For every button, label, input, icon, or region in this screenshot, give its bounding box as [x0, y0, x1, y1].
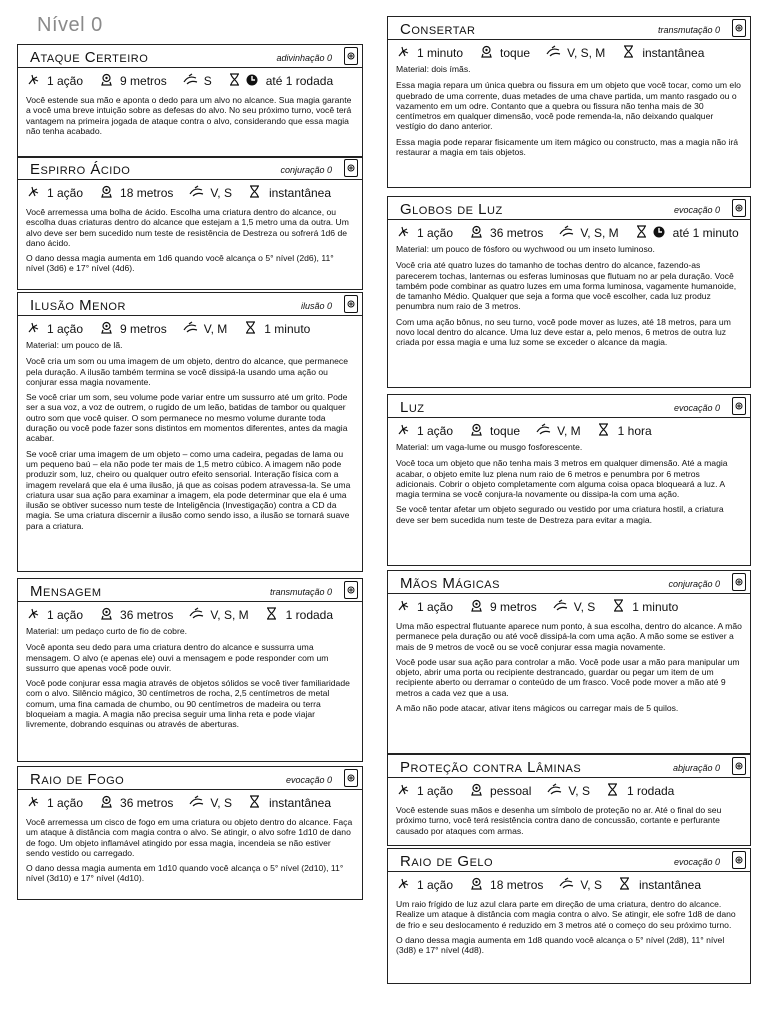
spell-card [17, 766, 363, 900]
spell-description [26, 207, 354, 274]
spell-description [396, 621, 742, 713]
components-hand-icon [559, 877, 573, 893]
stat-value: 1 minuto [632, 600, 679, 614]
spell-school: evocação 0 [673, 205, 720, 215]
spell-material: Material: um pedaço curto de fio de cobre. [26, 626, 187, 636]
concentration-icon [245, 74, 259, 89]
hourglass-icon [228, 73, 242, 89]
stat-components [183, 321, 228, 337]
spell-description [26, 356, 354, 531]
spell-card [17, 292, 363, 572]
description-paragraph: Uma mão espectral flutuante aparece num ponto, à sua escolha, dentro do alcance. A mão permanece pela duração ou até você dissipá-la com uma ação. A mão some se estiver a mais de 9 metros de você ou se você conjurar essa magia novamente. [396, 621, 742, 652]
stat-range [469, 225, 543, 241]
description-paragraph: O dano dessa magia aumenta em 1d8 quando você alcança o 5° nível (2d8), 11° nível (3d8) e 17° nível (4d8). [396, 934, 725, 956]
description-paragraph: Você toca um objeto que não tenha mais 3 metros em qualquer dimensão. Até a magia acabar, o objeto emite luz plena num raio de 6 metros e penumbra por 6 metros adicionais. Cobrir o objeto completamente com alguma coisa opaca bloqueará a luz. A magia termina se você conjura-la novamente ou dissipa-la com uma ação. [396, 458, 728, 500]
spell-name: Consertar [400, 21, 476, 38]
description-paragraph: Se você criar uma imagem de um objeto – como uma cadeira, pegadas de lama ou um pequeno baú – ela não pode ter mais de 1,5 metro cúbico. A imagem não pode produzir som, luz, cheiro ou qualquer outro efeito sensorial. Interação física com a imagem revelará que ela é uma ilusão, já que as coisas podem atravessa-la. Se uma criatura usar sua ação para examinar a imagem, ela pode determinar que ela é uma ilusão se obtiver sucesso num teste de Inteligência (Investigação) contra a CD da magia. Se uma criatura discernir a ilusão como sendo isso, a ilusão se tornará suave para a criatura. [26, 448, 351, 531]
hourglass-icon [243, 321, 257, 337]
spell-material: Material: dois ímãs. [396, 64, 471, 74]
stat-casting [26, 795, 83, 811]
description-paragraph: Você cria um som ou uma imagem de um objeto, dentro do alcance, que permanece pela duração. A ilusão também termina se você dissipá-la usando uma ação ou conjurar essa magia novamente. [26, 356, 348, 387]
spellbook-icon [732, 573, 746, 591]
stat-value: 36 metros [120, 608, 174, 622]
spell-school: transmutação 0 [657, 25, 720, 35]
stat-value: V, S, M [580, 226, 619, 240]
stat-value: 9 metros [490, 600, 537, 614]
stat-value: 1 ação [47, 322, 84, 336]
stat-duration [621, 45, 704, 61]
hourglass-icon [635, 225, 649, 241]
spell-card [387, 848, 751, 984]
stat-value: 1 ação [47, 74, 84, 88]
spellbook-icon [344, 581, 358, 599]
description-paragraph: O dano dessa magia aumenta em 1d6 quando você alcança o 5° nível (2d6), 11° nível (3d6) e 17° nível (4d6). [26, 253, 334, 274]
spell-name: Mensagem [30, 583, 102, 600]
stat-value: S [203, 74, 212, 88]
description-paragraph: Você arremessa uma bolha de ácido. Escolha uma criatura dentro do alcance, ou escolha duas criaturas dentro do alcance que estejam a 1,5 metro uma da outra. Um alvo deve ser bem sucedido num teste de resistência de Destreza ou sofrerá 1d6 de dano ácido. [26, 207, 349, 248]
stat-duration [248, 795, 331, 811]
spell-description [396, 260, 742, 347]
spell-header [18, 45, 362, 68]
stat-casting [396, 599, 453, 615]
spell-description [26, 642, 354, 729]
hand-icon [396, 599, 410, 615]
stat-value: 9 metros [120, 74, 167, 88]
stat-value: até 1 rodada [265, 74, 334, 88]
description-paragraph: Você pode conjurar essa magia através de objetos sólidos se você tiver familiaridade com o alvo. Silêncio mágico, 30 centímetros de rocha, 2,5 centímetros de metal comum, uma fina camada de chumbo, ou 90 centímetros de madeira ou terra bloqueiam a magia. A magia não precisa seguir uma linha reta e pode viajar livremente, dobrando esquinas ou através de aberturas. [26, 678, 350, 730]
components-hand-icon [189, 185, 203, 201]
stat-duration [618, 877, 701, 893]
stat-value: V, S [210, 796, 232, 810]
stat-components [536, 423, 581, 439]
description-paragraph: Um raio frígido de luz azul clara parte em direção de uma criatura, dentro do alcance. Realize um ataque à distância com magia contra o alvo. Se atingir, ele sofre 1d8 de dano de frio e seu deslocamento é reduzido em 3 metros até o começo do seu próximo turno. [396, 899, 736, 930]
stat-value: 1 rodada [285, 608, 334, 622]
page-title: Nível 0 [37, 14, 103, 36]
stat-casting [26, 73, 83, 89]
concentration-icon [652, 226, 666, 241]
description-paragraph: Você estende sua mão e aponta o dedo para um alvo no alcance. Sua magia garante a você uma breve intuição sobre as defesas do alvo. No seu próximo turno, você terá vantagem na primeira jogada de ataque contra o alvo, considerando que essa magia não tenha acabado. [26, 95, 352, 136]
stat-casting [396, 225, 453, 241]
stat-duration [597, 423, 652, 439]
hand-icon [396, 423, 410, 439]
spell-description [26, 817, 354, 884]
components-hand-icon [559, 225, 573, 241]
spellbook-icon [732, 757, 746, 775]
stat-casting [396, 877, 453, 893]
stat-range [469, 599, 537, 615]
spell-material: Material: um pouco de fósforo ou wychwood ou um inseto luminoso. [396, 244, 655, 254]
target-pin-icon [99, 795, 113, 811]
hand-icon [396, 225, 410, 241]
spell-school: transmutação 0 [269, 587, 332, 597]
description-paragraph: Se você tentar afetar um objeto segurado ou vestido por uma criatura hostil, a criatura deve ser bem sucedida num teste de Destreza para evitar a magia. [396, 504, 724, 525]
description-paragraph: Você estende suas mãos e desenha um símbolo de proteção no ar. Até o final do seu próximo turno, você terá resistência contra dano de concussão, cortante e perfurante causado por ataques com armas. [396, 805, 722, 836]
spell-card [387, 394, 751, 566]
spell-school: adivinhação 0 [276, 53, 332, 63]
stat-components [189, 795, 232, 811]
stat-range [99, 73, 167, 89]
stat-components [183, 73, 212, 89]
hand-icon [396, 877, 410, 893]
hourglass-icon [248, 185, 262, 201]
hourglass-icon [248, 795, 262, 811]
spell-name: Globos de Luz [400, 201, 503, 218]
hand-icon [396, 783, 410, 799]
spell-header [388, 571, 750, 594]
spell-school: conjuração 0 [280, 165, 332, 175]
stat-value: instantânea [268, 796, 332, 810]
spell-card [387, 570, 751, 754]
stat-value: 1 ação [417, 878, 454, 892]
description-paragraph: O dano dessa magia aumenta em 1d10 quando você alcança o 5° nível (2d10), 11° nível (3d10) e 17° nível (4d10). [26, 863, 344, 884]
description-paragraph: Essa magia repara um única quebra ou fissura em um objeto que você tocar, como um elo quebrado de uma corrente, duas metades de uma chave partida, um manto rasgado ou o vazamento em um odre. Contanto que a quebra ou fissura não tenha mais de 30 centímetros em qualquer dimensão, você pode remenda-la, não deixando qualquer vestígio do dano anterior. [396, 80, 741, 132]
target-pin-icon [99, 321, 113, 337]
spellbook-icon [344, 769, 358, 787]
stat-range [99, 795, 173, 811]
description-paragraph: Se você criar um som, seu volume pode variar entre um sussurro até um grito. Pode ser a sua voz, a voz de outrem, o rugido de um leão, batidas de tambor ou qualquer outro som que você quiser. O som permanece no mesmo volume durante toda duração ou você pode fazer sons distintos em momentos diferentes, antes da magia acabar. [26, 392, 348, 444]
components-hand-icon [189, 795, 203, 811]
stat-value: 18 metros [490, 878, 544, 892]
stat-components [189, 607, 248, 623]
spell-description [396, 80, 742, 157]
target-pin-icon [99, 73, 113, 89]
components-hand-icon [536, 423, 550, 439]
spell-school: abjuração 0 [672, 763, 720, 773]
stat-range [99, 321, 167, 337]
spell-school: evocação 0 [673, 857, 720, 867]
stat-range [469, 783, 531, 799]
stat-value: 1 minuto [417, 46, 464, 60]
spellbook-icon [732, 397, 746, 415]
spellbook-icon [732, 19, 746, 37]
spell-material: Material: um vaga-lume ou musgo fosforescente. [396, 442, 583, 452]
stat-value: 1 hora [617, 424, 652, 438]
target-pin-icon [469, 599, 483, 615]
spell-stats [396, 874, 742, 896]
hand-icon [26, 73, 40, 89]
stat-value: pessoal [490, 784, 532, 798]
stat-components [559, 877, 602, 893]
spell-school: ilusão 0 [300, 301, 332, 311]
stat-casting [26, 607, 83, 623]
stat-casting [26, 185, 83, 201]
spell-description [26, 95, 354, 136]
stat-value: 36 metros [490, 226, 544, 240]
spell-header [388, 17, 750, 40]
target-pin-icon [99, 607, 113, 623]
stat-value: 1 ação [417, 600, 454, 614]
description-paragraph: Você pode usar sua ação para controlar a mão. Você pode usar a mão para manipular um objeto, abrir uma porta ou recipiente destrancado, guardar ou pegar um item de um recipiente aberto ou derramar o conteúdo de um frasco. Você pode mover a mão até 9 metros a cada vez que a usa. [396, 656, 740, 698]
spell-stats [396, 42, 742, 64]
stat-value: V, S, M [567, 46, 606, 60]
spell-header [388, 849, 750, 872]
spell-material: Material: um pouco de lã. [26, 340, 123, 350]
components-hand-icon [546, 45, 560, 61]
spell-description [396, 899, 742, 955]
stat-range [99, 607, 173, 623]
target-pin-icon [469, 423, 483, 439]
hourglass-icon [621, 45, 635, 61]
spell-stats [26, 182, 354, 204]
spell-school: conjuração 0 [668, 579, 720, 589]
spell-header [18, 293, 362, 316]
spell-card [387, 754, 751, 846]
spellbook-icon [732, 199, 746, 217]
stat-value: V, S [210, 186, 232, 200]
spell-card [17, 44, 363, 158]
spell-name: Espirro Ácido [30, 161, 131, 178]
stat-value: 1 ação [47, 608, 84, 622]
spell-stats [396, 596, 742, 618]
hand-icon [26, 185, 40, 201]
stat-range [99, 185, 173, 201]
stat-value: toque [490, 424, 521, 438]
description-paragraph: Você aponta seu dedo para uma criatura dentro do alcance e sussurra uma mensagem. O alvo (e apenas ele) ouvi a mensagem e pode responder com um sussurro que apenas você pode ouvir. [26, 642, 329, 673]
stat-range [479, 45, 530, 61]
spell-school: evocação 0 [285, 775, 332, 785]
spell-card [387, 196, 751, 388]
spellbook-icon [344, 47, 358, 65]
stat-value: V, M [203, 322, 228, 336]
stat-casting [26, 321, 83, 337]
components-hand-icon [553, 599, 567, 615]
description-paragraph: Com uma ação bônus, no seu turno, você pode mover as luzes, até 18 metros, para um novo local dentro do alcance. Uma luz deve estar a, pelo menos, 6 metros de outra luz criada por essa magia e uma luz some se exceder o alcance da magia. [396, 316, 731, 348]
spell-school: evocação 0 [673, 403, 720, 413]
stat-value: 1 rodada [626, 784, 675, 798]
spell-header [388, 755, 750, 778]
stat-value: 1 ação [417, 424, 454, 438]
spell-name: Ataque Certeiro [30, 49, 149, 66]
stat-value: V, S, M [210, 608, 249, 622]
spell-stats [396, 420, 742, 442]
spell-name: Luz [400, 399, 425, 416]
target-pin-icon [99, 185, 113, 201]
spell-description [396, 805, 742, 836]
stat-value: instantânea [642, 46, 705, 60]
hourglass-icon [611, 599, 625, 615]
stat-range [469, 423, 520, 439]
stat-value: 1 minuto [264, 322, 311, 336]
hand-icon [26, 321, 40, 337]
stat-components [553, 599, 596, 615]
spell-name: Proteção contra Lâminas [400, 759, 582, 776]
stat-range [469, 877, 543, 893]
spell-card [17, 578, 363, 762]
components-hand-icon [183, 73, 197, 89]
spell-name: Mãos Mágicas [400, 575, 500, 592]
stat-casting [396, 783, 453, 799]
spell-stats [396, 222, 742, 244]
stat-duration [635, 225, 739, 241]
spell-header [388, 395, 750, 418]
target-pin-icon [469, 877, 483, 893]
spell-card [387, 16, 751, 188]
stat-duration [243, 321, 310, 337]
stat-value: 36 metros [120, 796, 174, 810]
stat-value: V, S [568, 784, 590, 798]
stat-components [189, 185, 232, 201]
stat-value: 1 ação [47, 796, 84, 810]
description-paragraph: Você arremessa um cisco de fogo em uma criatura ou objeto dentro do alcance. Faça um ataque à distância com magia contra o alvo. Se atingir, o alvo sofre 1d10 de dano de fogo. Um objeto inflamável atingido por essa magia, incendeia se não estiver sendo vestido ou carregado. [26, 817, 353, 858]
stat-duration [606, 783, 674, 799]
stat-value: 18 metros [120, 186, 174, 200]
hand-icon [396, 45, 410, 61]
spell-stats [26, 70, 354, 92]
hourglass-icon [597, 423, 611, 439]
target-pin-icon [469, 783, 483, 799]
stat-components [559, 225, 618, 241]
description-paragraph: A mão não pode atacar, ativar itens mágicos ou carregar mais de 5 quilos. [396, 703, 679, 714]
spell-stats [26, 792, 354, 814]
stat-value: instantânea [638, 878, 702, 892]
hourglass-icon [618, 877, 632, 893]
description-paragraph: Você cria até quatro luzes do tamanho de tochas dentro do alcance, fazendo-as parecerem tochas, lanternas ou esferas luminosas que flutuam no ar pela duração. Você também pode combinar as quatro luzes em uma forma luminosa, vagamente humanoide, de tamanho Médio. Qualquer que seja a forma que você escolher, cada luz produz penumbra num raio de 3 metros. [396, 260, 737, 312]
stat-casting [396, 45, 463, 61]
spell-stats [26, 604, 354, 626]
components-hand-icon [547, 783, 561, 799]
stat-value: 1 ação [47, 186, 84, 200]
stat-value: 1 ação [417, 784, 454, 798]
components-hand-icon [189, 607, 203, 623]
spell-header [18, 157, 362, 180]
spell-stats [26, 318, 354, 340]
stat-components [547, 783, 590, 799]
stat-value: toque [500, 46, 531, 60]
spell-description [396, 458, 742, 525]
hand-icon [26, 607, 40, 623]
stat-value: instantânea [268, 186, 332, 200]
stat-duration [228, 73, 333, 89]
stat-casting [396, 423, 453, 439]
hourglass-icon [606, 783, 620, 799]
target-pin-icon [479, 45, 493, 61]
spell-card [17, 156, 363, 290]
components-hand-icon [183, 321, 197, 337]
hand-icon [26, 795, 40, 811]
stat-value: V, S [573, 600, 596, 614]
spellbook-icon [344, 295, 358, 313]
spell-header [18, 767, 362, 790]
stat-duration [611, 599, 678, 615]
spell-name: Ilusão Menor [30, 297, 126, 314]
spell-header [388, 197, 750, 220]
hourglass-icon [265, 607, 279, 623]
stat-value: 1 ação [417, 226, 454, 240]
stat-duration [265, 607, 333, 623]
spellbook-icon [732, 851, 746, 869]
spell-stats [396, 780, 742, 802]
stat-components [546, 45, 605, 61]
spell-header [18, 579, 362, 602]
stat-value: até 1 minuto [672, 226, 739, 240]
spell-name: Raio de Gelo [400, 853, 494, 870]
spell-name: Raio de Fogo [30, 771, 125, 788]
target-pin-icon [469, 225, 483, 241]
stat-value: 9 metros [120, 322, 167, 336]
stat-duration [248, 185, 331, 201]
description-paragraph: Essa magia pode reparar fisicamente um item mágico ou constructo, mas a magia não irá restaurar a magia em tais objetos. [396, 136, 739, 158]
stat-value: V, S [580, 878, 602, 892]
spellbook-icon [344, 159, 358, 177]
stat-value: V, M [557, 424, 581, 438]
